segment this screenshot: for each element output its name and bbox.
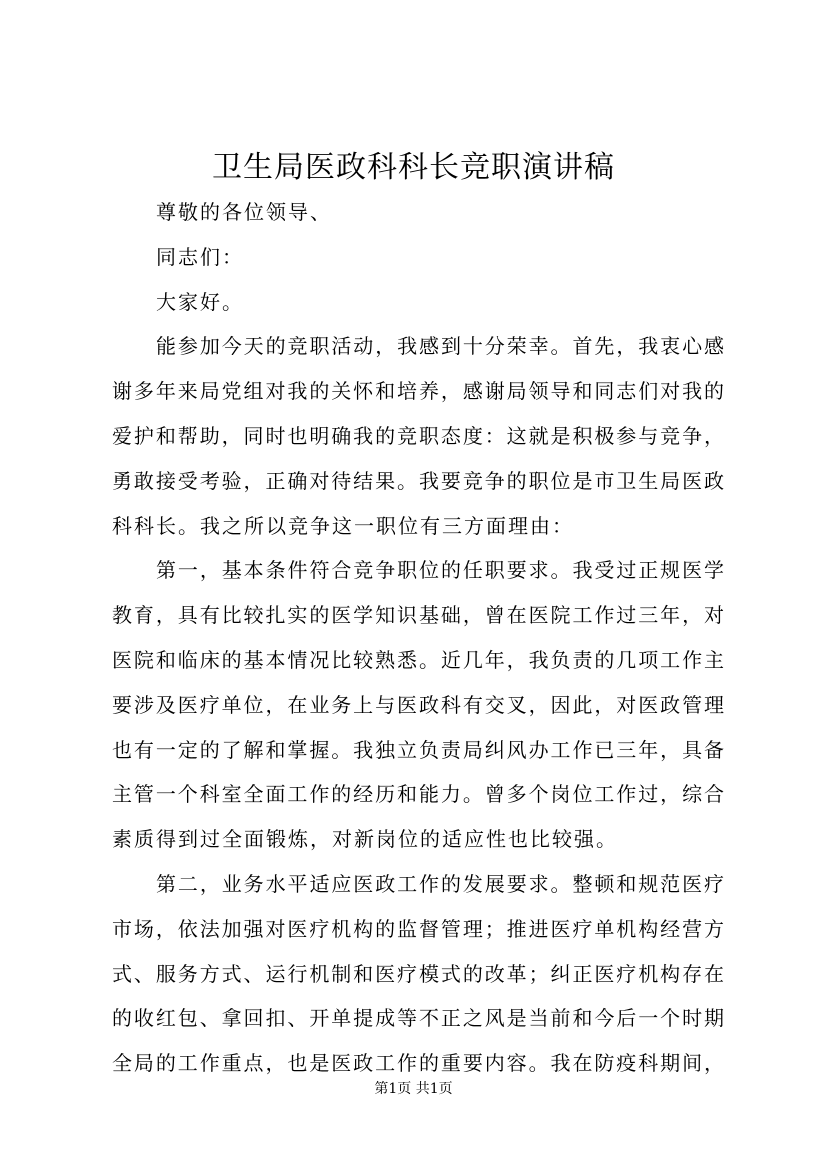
paragraph-3-line-5: 全局的工作重点，也是医政工作的重要内容。我在防疫科期间， — [112, 1051, 724, 1076]
paragraph-1-line-2: 谢多年来局党组对我的关怀和培养，感谢局领导和同志们对我的 — [112, 379, 724, 404]
paragraph-3-line-2: 市场，依法加强对医疗机构的监督管理；推进医疗单机构经营方 — [112, 916, 724, 941]
paragraph-2-line-1: 第一，基本条件符合竞争职位的任职要求。我受过正规医学 — [156, 558, 724, 583]
paragraph-2-line-4: 要涉及医疗单位，在业务上与医政科有交叉，因此，对医政管理 — [112, 692, 724, 717]
salutation-line-1: 尊敬的各位领导、 — [156, 200, 332, 224]
paragraph-1-line-5: 科科长。我之所以竞争这一职位有三方面理由： — [112, 513, 574, 538]
document-body — [112, 190, 724, 1086]
paragraph-2-line-3: 医院和临床的基本情况比较熟悉。近几年，我负责的几项工作主 — [112, 647, 724, 672]
document-title: 卫生局医政科科长竞职演讲稿 — [212, 150, 615, 185]
greeting-line: 大家好。 — [156, 289, 244, 314]
paragraph-2-line-6: 主管一个科室全面工作的经历和能力。曾多个岗位工作过，综合 — [112, 782, 724, 807]
salutation-line-2: 同志们： — [156, 244, 244, 269]
paragraph-3-line-3: 式、服务方式、运行机制和医疗模式的改革；纠正医疗机构存在 — [112, 961, 724, 986]
paragraph-3-line-4: 的收红包、拿回扣、开单提成等不正之风是当前和今后一个时期 — [112, 1006, 724, 1031]
paragraph-2-line-2: 教育，具有比较扎实的医学知识基础，曾在医院工作过三年，对 — [112, 603, 724, 628]
paragraph-2-line-7: 素质得到过全面锻炼，对新岗位的适应性也比较强。 — [112, 827, 618, 852]
paragraph-1-line-4: 勇敢接受考验，正确对待结果。我要竞争的职位是市卫生局医政 — [112, 468, 724, 493]
paragraph-3-line-1: 第二，业务水平适应医政工作的发展要求。整顿和规范医疗 — [156, 871, 724, 896]
paragraph-1-line-3: 爱护和帮助，同时也明确我的竞职态度：这就是积极参与竞争， — [112, 423, 724, 448]
paragraph-1-line-1: 能参加今天的竞职活动，我感到十分荣幸。首先，我衷心感 — [156, 334, 724, 359]
paragraph-2-line-5: 也有一定的了解和掌握。我独立负责局纠风办工作已三年，具备 — [112, 737, 724, 762]
page-number-footer: 第1页 共1页 — [374, 1081, 453, 1097]
